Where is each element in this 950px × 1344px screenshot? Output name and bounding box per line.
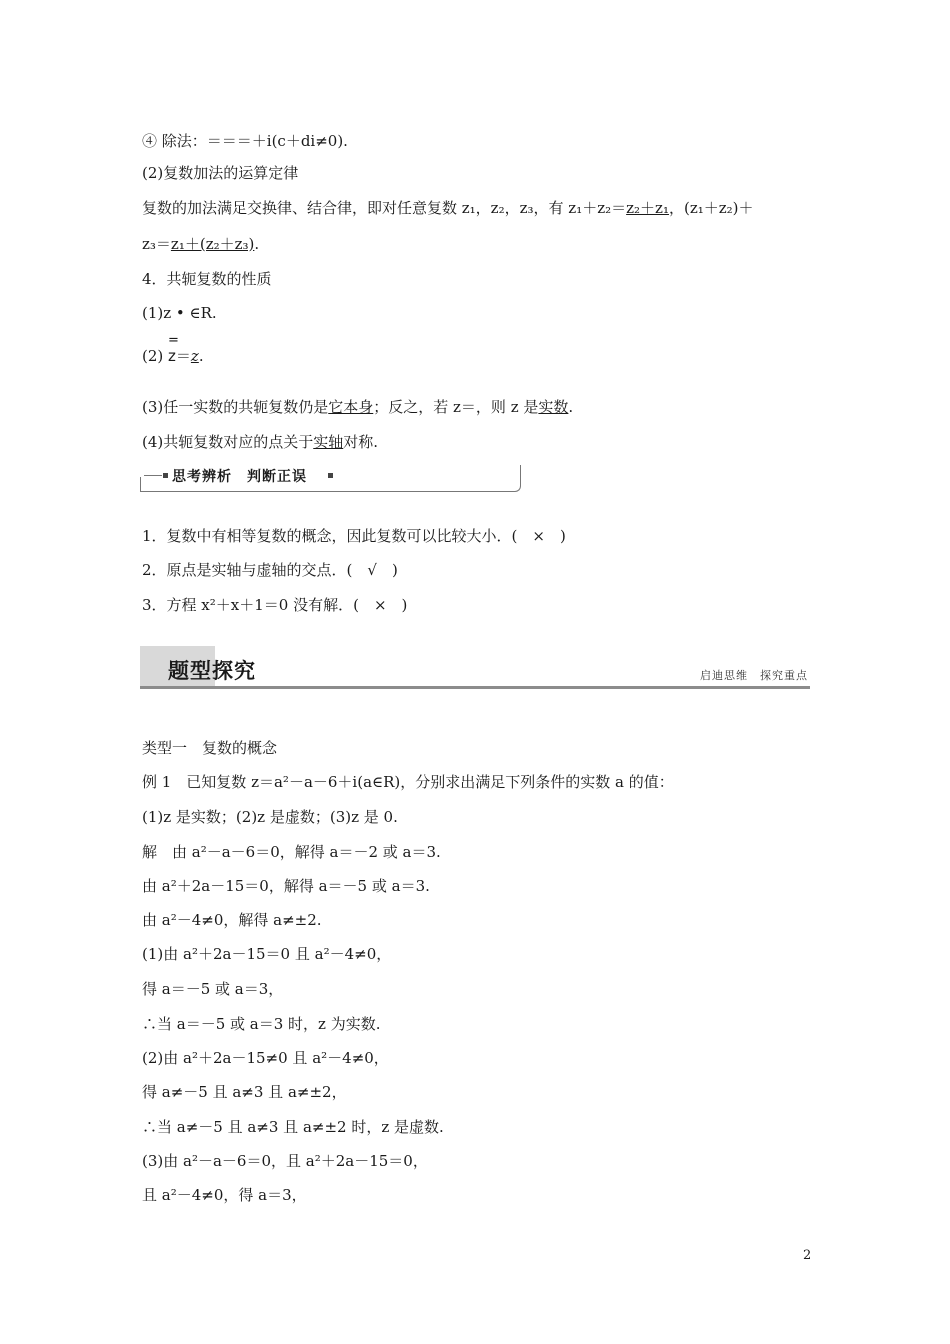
line-conjugate-4 bbox=[142, 432, 378, 452]
example-line: (3)由 a²－a－6＝0，且 a²＋2a－15＝0， bbox=[142, 1152, 428, 1170]
text: ＝ bbox=[175, 347, 191, 365]
underlined-answer: 它本身 bbox=[328, 398, 374, 416]
example-line: 由 a²＋2a－15＝0，解得 a＝－5 或 a＝3. bbox=[142, 877, 430, 895]
line-addition-law-heading: (2)复数加法的运算定律 bbox=[142, 164, 299, 182]
frame-lead-line bbox=[144, 475, 162, 476]
section-tag: 启迪思维 探究重点 bbox=[700, 669, 808, 682]
example-line: 例 1 已知复数 z＝a²－a－6＋i(a∈R)，分别求出满足下列条件的实数 a 的值： bbox=[142, 773, 674, 791]
example-line: 且 a²－4≠0，得 a＝3， bbox=[142, 1186, 307, 1204]
text: ，(z₁＋z₂)＋ bbox=[668, 199, 754, 217]
example-line: (1)由 a²＋2a－15＝0 且 a²－4≠0， bbox=[142, 945, 392, 963]
underlined-answer: z₂＋z₁ bbox=[626, 199, 669, 217]
example-line: 得 a＝－5 或 a＝3， bbox=[142, 980, 284, 998]
think-box-title: 思考辨析 判断正误 bbox=[172, 469, 307, 485]
line-addition-law-cont bbox=[142, 234, 259, 254]
section-title: 题型探究 bbox=[168, 659, 256, 683]
line-division: ④ 除法：＝＝＝＋i(c＋di≠0). bbox=[142, 132, 348, 150]
text: . bbox=[254, 235, 260, 253]
example-line: 类型一 复数的概念 bbox=[142, 739, 278, 757]
underlined-answer: 实轴 bbox=[313, 433, 344, 451]
text: (4)共轭复数对应的点关于 bbox=[142, 433, 314, 451]
line-conjugate-1: (1)z • ∈R. bbox=[142, 304, 217, 322]
example-line: 解 由 a²－a－6＝0，解得 a＝－2 或 a＝3. bbox=[142, 843, 441, 861]
example-line: 由 a²－4≠0，解得 a≠±2. bbox=[142, 911, 322, 929]
text: z₃＝ bbox=[142, 235, 171, 253]
underlined-answer: 实数 bbox=[538, 398, 569, 416]
text: (3)任一实数的共轭复数仍是 bbox=[142, 398, 329, 416]
line-conjugate-2 bbox=[142, 333, 204, 366]
judge-item: 3．方程 x²＋x＋1＝0 没有解．( × ) bbox=[142, 596, 408, 614]
text: ；反之，若 z＝，则 z 是 bbox=[373, 398, 539, 416]
line-conjugate-heading: 4．共轭复数的性质 bbox=[142, 270, 272, 288]
double-bar-z: = z bbox=[168, 333, 179, 365]
line-conjugate-3 bbox=[142, 397, 573, 417]
text: . bbox=[198, 347, 204, 365]
example-line: (1)z 是实数；(2)z 是虚数；(3)z 是 0. bbox=[142, 808, 398, 826]
frame-corner bbox=[140, 477, 141, 491]
page-number: 2 bbox=[803, 1248, 812, 1263]
underlined-answer: z bbox=[190, 347, 199, 365]
text: 对称. bbox=[343, 433, 379, 451]
section-header-rule bbox=[140, 686, 810, 689]
square-bullet-icon bbox=[163, 473, 168, 478]
judge-item: 2．原点是实轴与虚轴的交点．( √ ) bbox=[142, 561, 398, 579]
example-line: 得 a≠－5 且 a≠3 且 a≠±2， bbox=[142, 1083, 347, 1101]
underlined-answer: z₁＋(z₂＋z₃) bbox=[170, 235, 255, 253]
example-line: ∴当 a＝－5 或 a＝3 时，z 为实数. bbox=[142, 1015, 381, 1033]
text: . bbox=[568, 398, 574, 416]
text: 复数的加法满足交换律、结合律，即对任意复数 z₁，z₂，z₃，有 z₁＋z₂＝ bbox=[142, 199, 627, 217]
example-line: ∴当 a≠－5 且 a≠3 且 a≠±2 时，z 是虚数. bbox=[142, 1118, 444, 1136]
square-bullet-icon bbox=[328, 473, 333, 478]
line-addition-law bbox=[142, 198, 754, 218]
example-line: (2)由 a²＋2a－15≠0 且 a²－4≠0， bbox=[142, 1049, 389, 1067]
text: (2) bbox=[142, 347, 169, 365]
judge-item: 1．复数中有相等复数的概念，因此复数可以比较大小．( × ) bbox=[142, 527, 566, 545]
